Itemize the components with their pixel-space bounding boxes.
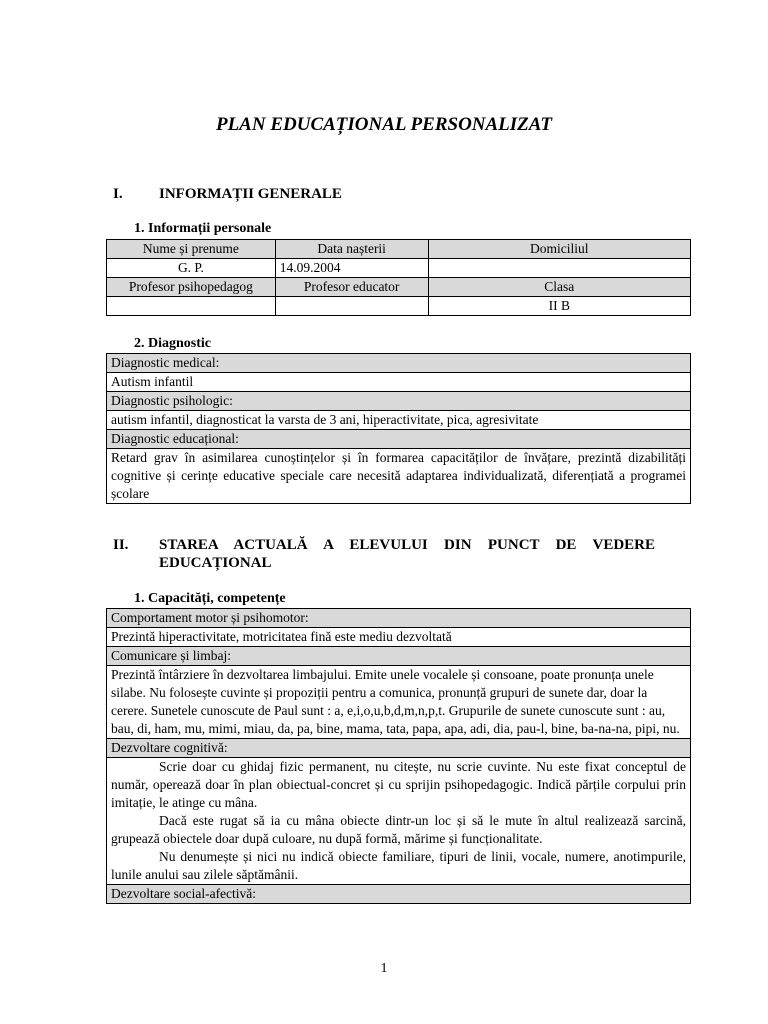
personal-info-table [106,239,691,316]
cognitive-label: Dezvoltare cognitivă: [107,739,691,758]
subsection-capacities: 1. Capacități, competențe [134,591,286,606]
section-2-number: II. [113,537,129,553]
student-birth-date: 14.09.2004 [275,259,428,278]
subsection-diagnostic: 2. Diagnostic [134,336,211,351]
psychopedagogue-value [107,297,276,316]
header-domicile: Domiciliul [428,240,690,259]
cognitive-paragraph-2: Dacă este rugat să ia cu mâna obiecte dintr-un loc și să le mute în altul realizează sarcină, grupează obiectele doar după culoare, nu după formă, mărime și funcționalitate. [111,813,686,846]
psychological-diagnostic-label: Diagnostic psihologic: [107,392,691,411]
communication-value: Prezintă întârziere în dezvoltarea limbajului. Emite unele vocalele și consoane, poate pronunța unele silabe. Nu folosește cuvinte și propoziții pentru a comunica, pronunță grupuri de sunete dar, doar la cerere. Sunetele cunoscute de Paul sunt : a, e,i,o,u,b,d,m,n,p,t. Grupurile de sunete cunoscute sunt : au, bau, di, ham, mu, mimi, miau, da, pa, bine, mama, tata, papa, apa, adi, dia, pau-l, bine, ba-na-na, pipi, nu. [107,666,691,739]
student-name: G. P. [107,259,276,278]
cognitive-paragraph-1: Scrie doar cu ghidaj fizic permanent, nu citește, nu scrie cuvinte. Nu este fixat conceptul de număr, operează doar în plan obiectual-concret și cu sprijin psihopedagogic. Indică părțile corpului prin imitație, le atinge cu mâna. [111,759,686,810]
section-1-title: INFORMAȚII GENERALE [159,186,342,202]
header-birth-date: Data nașterii [275,240,428,259]
educational-diagnostic-label: Diagnostic educațional: [107,430,691,449]
motor-value: Prezintă hiperactivitate, motricitatea fină este mediu dezvoltată [107,628,691,647]
educational-diagnostic-value: Retard grav în asimilarea cunoștințelor și în formarea capacităților de învățare, prezintă dizabilități cognitive și cerințe educative speciale care necesită adaptarea individualizată, diferențiată a programei școlare [107,449,691,504]
communication-label: Comunicare și limbaj: [107,647,691,666]
medical-diagnostic-label: Diagnostic medical: [107,354,691,373]
cognitive-paragraph-3: Nu denumește și nici nu indică obiecte familiare, tipuri de linii, vocale, numere, anotimpurile, lunile anului sau zilele săptămânii. [111,849,686,882]
social-affective-label: Dezvoltare social-afectivă: [107,885,691,904]
subsection-personal-info: 1. Informații personale [134,221,272,236]
medical-diagnostic-value: Autism infantil [107,373,691,392]
educator-value [275,297,428,316]
header-psychopedagogue: Profesor psihopedagog [107,278,276,297]
page-title: PLAN EDUCAȚIONAL PERSONALIZAT [215,114,553,135]
capacities-table [106,608,691,904]
section-2-title-line-1: STAREA ACTUALĂ A ELEVULUI DIN PUNCT DE VEDERE [159,537,655,553]
diagnostic-table [106,353,691,504]
motor-label: Comportament motor și psihomotor: [107,609,691,628]
section-2-title-line-2: EDUCAȚIONAL [159,555,272,571]
section-1-number: I. [113,186,123,202]
page-number: 1 [380,961,388,976]
cognitive-development-cell [107,758,691,885]
header-educator: Profesor educator [275,278,428,297]
class-value: II B [428,297,690,316]
header-class: Clasa [428,278,690,297]
student-domicile [428,259,690,278]
header-name: Nume și prenume [107,240,276,259]
psychological-diagnostic-value: autism infantil, diagnosticat la varsta de 3 ani, hiperactivitate, pica, agresivitate [107,411,691,430]
